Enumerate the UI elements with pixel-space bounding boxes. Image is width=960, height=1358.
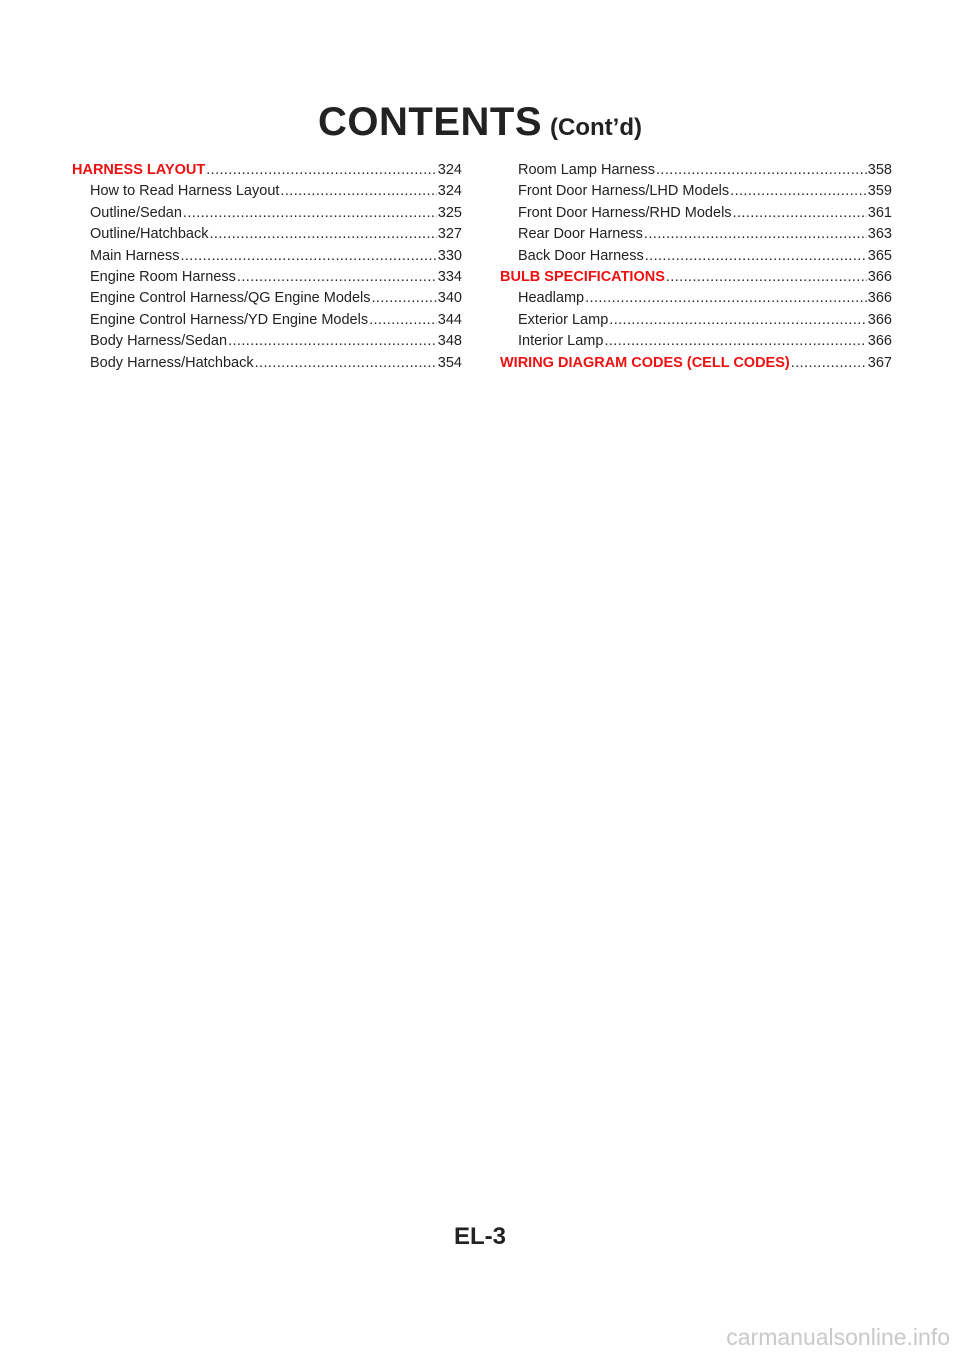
toc-entry-outline-hatchback[interactable] — [72, 224, 462, 245]
toc-entry-title: Engine Control Harness/QG Engine Models — [90, 290, 371, 307]
title-main: CONTENTS — [318, 100, 543, 144]
toc-page-number: 340 — [437, 290, 462, 307]
toc-entry-title: Engine Control Harness/YD Engine Models — [90, 311, 369, 328]
toc-page-number: 344 — [437, 311, 462, 328]
toc-dot-leader — [585, 288, 867, 309]
toc-section-bulb-specifications[interactable] — [500, 267, 892, 288]
toc-dot-leader — [609, 310, 867, 331]
toc-dot-leader — [656, 160, 867, 181]
toc-entry-outline-sedan[interactable] — [72, 203, 462, 224]
toc-entry-title: HARNESS LAYOUT — [72, 162, 206, 178]
toc-dot-leader — [206, 160, 437, 181]
toc-entry-main-harness[interactable] — [72, 246, 462, 267]
toc-page-number: 348 — [437, 333, 462, 350]
toc-page-number: 366 — [867, 290, 892, 307]
toc-right-column — [500, 160, 892, 374]
toc-page-number: 330 — [437, 247, 462, 264]
toc-dot-leader — [730, 181, 867, 202]
toc-dot-leader — [604, 331, 866, 352]
toc-page-number: 366 — [867, 268, 892, 285]
toc-entry-title: Room Lamp Harness — [518, 162, 655, 178]
toc-dot-leader — [644, 224, 867, 245]
toc-dot-leader — [255, 353, 437, 374]
toc-section-harness-layout[interactable] — [72, 160, 462, 181]
toc-page-number: 361 — [867, 204, 892, 221]
toc-entry-interior-lamp[interactable] — [500, 331, 892, 352]
toc-page-number: 366 — [867, 333, 892, 350]
toc-page-number: 324 — [437, 183, 462, 200]
toc-entry-title: Outline/Hatchback — [90, 226, 209, 243]
toc-page-number: 334 — [437, 268, 462, 285]
title-subtitle: (Cont’d) — [550, 114, 642, 141]
toc-page-number: 367 — [867, 354, 892, 371]
toc-entry-headlamp[interactable] — [500, 288, 892, 309]
toc-entry-body-harness-sedan[interactable] — [72, 331, 462, 352]
toc-entry-title: Interior Lamp — [518, 333, 604, 350]
toc-entry-engine-room-harness[interactable] — [72, 267, 462, 288]
toc-dot-leader — [280, 181, 436, 202]
toc-entry-engine-control-harness-qg-engine-models[interactable] — [72, 288, 462, 309]
toc-section-wiring-diagram-codes-cell-codes[interactable] — [500, 353, 892, 374]
toc-entry-exterior-lamp[interactable] — [500, 310, 892, 331]
toc-entry-rear-door-harness[interactable] — [500, 224, 892, 245]
toc-dot-leader — [369, 310, 437, 331]
toc-dot-leader — [645, 246, 867, 267]
toc-entry-room-lamp-harness[interactable] — [500, 160, 892, 181]
toc-entry-title: Main Harness — [90, 247, 180, 264]
toc-entry-title: Outline/Sedan — [90, 204, 182, 221]
toc-dot-leader — [228, 331, 437, 352]
toc-dot-leader — [371, 288, 436, 309]
toc-left-column — [72, 160, 462, 374]
toc-entry-title: Back Door Harness — [518, 247, 644, 264]
watermark: carmanualsonline.info — [726, 1324, 950, 1350]
toc-dot-leader — [183, 203, 437, 224]
page-number: EL-3 — [453, 1223, 506, 1250]
toc-entry-how-to-read-harness-layout[interactable] — [72, 181, 462, 202]
toc-dot-leader — [180, 246, 436, 267]
toc-dot-leader — [791, 353, 867, 374]
toc-entry-front-door-harness-rhd-models[interactable] — [500, 203, 892, 224]
toc-page-number: 358 — [867, 162, 892, 178]
toc-page-number: 354 — [437, 354, 462, 371]
toc-entry-front-door-harness-lhd-models[interactable] — [500, 181, 892, 202]
toc-page-number: 363 — [867, 226, 892, 243]
toc-entry-title: Rear Door Harness — [518, 226, 643, 243]
toc-entry-engine-control-harness-yd-engine-models[interactable] — [72, 310, 462, 331]
toc-entry-title: Front Door Harness/LHD Models — [518, 183, 730, 200]
toc-entry-title: Body Harness/Sedan — [90, 333, 228, 350]
toc-entry-title: Headlamp — [518, 290, 585, 307]
toc-page-number: 366 — [867, 311, 892, 328]
toc-entry-title: How to Read Harness Layout — [90, 183, 280, 200]
toc-entry-title: BULB SPECIFICATIONS — [500, 268, 665, 285]
toc-dot-leader — [237, 267, 437, 288]
page-title — [0, 100, 960, 145]
toc-page-number: 365 — [867, 247, 892, 264]
toc-entry-title: Engine Room Harness — [90, 268, 236, 285]
toc-entry-body-harness-hatchback[interactable] — [72, 353, 462, 374]
toc-dot-leader — [209, 224, 436, 245]
toc-entry-title: WIRING DIAGRAM CODES (CELL CODES) — [500, 354, 790, 371]
toc-entry-back-door-harness[interactable] — [500, 246, 892, 267]
toc-page-number: 327 — [437, 226, 462, 243]
toc-dot-leader — [666, 267, 867, 288]
toc-dot-leader — [733, 203, 867, 224]
toc-page-number: 324 — [437, 162, 462, 178]
toc-entry-title: Exterior Lamp — [518, 311, 609, 328]
toc-entry-title: Front Door Harness/RHD Models — [518, 204, 732, 221]
toc-entry-title: Body Harness/Hatchback — [90, 354, 254, 371]
toc-page-number: 325 — [437, 204, 462, 221]
toc-page-number: 359 — [867, 183, 892, 200]
